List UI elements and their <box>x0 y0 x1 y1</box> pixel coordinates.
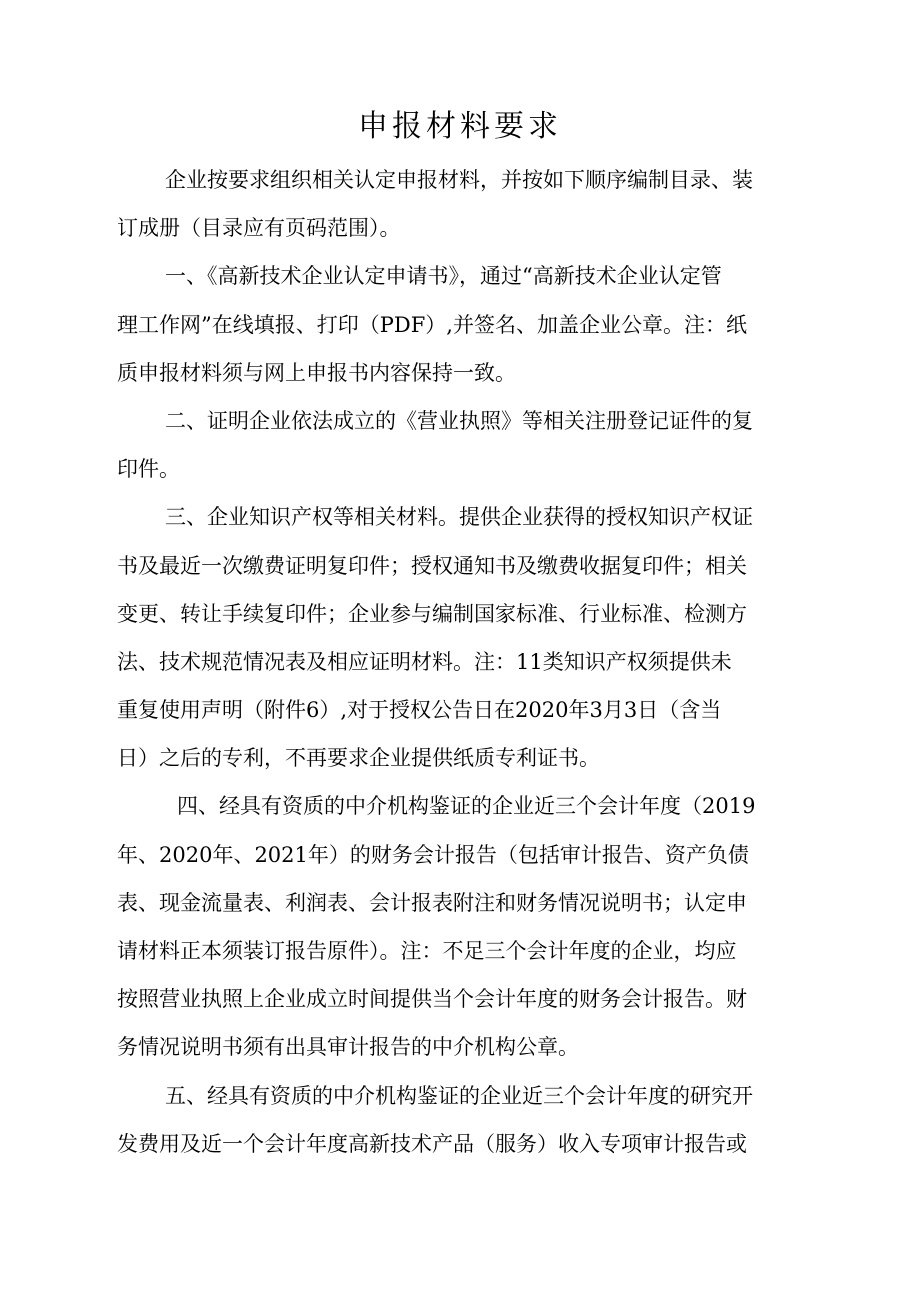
paragraph-line: 理工作网”在线填报、打印（PDF）,并签名、加盖企业公章。注：纸 <box>117 312 747 337</box>
paragraph-line: 法、技术规范情况表及相应证明材料。注：11类知识产权须提供未 <box>117 649 732 674</box>
paragraph-line: 企业按要求组织相关认定申报材料，并按如下顺序编制目录、装 <box>165 168 753 192</box>
paragraph-line: 按照营业执照上企业成立时间提供当个会计年度的财务会计报告。财 <box>117 987 747 1012</box>
page-title: 申报材料要求 <box>358 109 562 144</box>
document-body <box>117 156 807 1168</box>
paragraph-line: 请材料正本须装订报告原件）。注：不足三个会计年度的企业，均应 <box>117 939 737 963</box>
paragraph-line: 书及最近一次缴费证明复印件；授权通知书及缴费收据复印件；相关 <box>117 553 747 578</box>
paragraph-line: 订成册（目录应有页码范围）。 <box>117 216 401 241</box>
paragraph-line: 表、现金流量表、利润表、会计报表附注和财务情况说明书；认定申 <box>117 890 747 915</box>
paragraph-line: 五、经具有资质的中介机构鉴证的企业近三个会计年度的研究开 <box>165 1083 753 1108</box>
paragraph-line: 三、企业知识产权等相关材料。提供企业获得的授权知识产权证 <box>165 505 753 530</box>
paragraph-line: 务情况说明书须有出具审计报告的中介机构公章。 <box>117 1035 579 1060</box>
paragraph-line: 质申报材料须与网上申报书内容保持一致。 <box>117 360 516 385</box>
paragraph-line: 变更、转让手续复印件；企业参与编制国家标准、行业标准、检测方 <box>117 601 747 626</box>
paragraph-line: 重复使用声明（附件6）,对于授权公告日在2020年3月3日（含当 <box>117 698 722 723</box>
paragraph-line: 四、经具有资质的中介机构鉴证的企业近三个会计年度（2019 <box>177 794 756 819</box>
paragraph-line: 二、证明企业依法成立的《营业执照》等相关注册登记证件的复 <box>165 408 753 433</box>
paragraph-line: 一、《高新技术企业认定申请书》，通过“高新技术企业认定管 <box>165 264 722 289</box>
paragraph-line: 发费用及近一个会计年度高新技术产品（服务）收入专项审计报告或 <box>117 1131 747 1156</box>
paragraph-line: 日）之后的专利，不再要求企业提供纸质专利证书。 <box>117 746 600 771</box>
paragraph-line: 印件。 <box>117 457 180 482</box>
paragraph-line: 年、2020年、2021年）的财务会计报告（包括审计报告、资产负债 <box>117 842 749 867</box>
